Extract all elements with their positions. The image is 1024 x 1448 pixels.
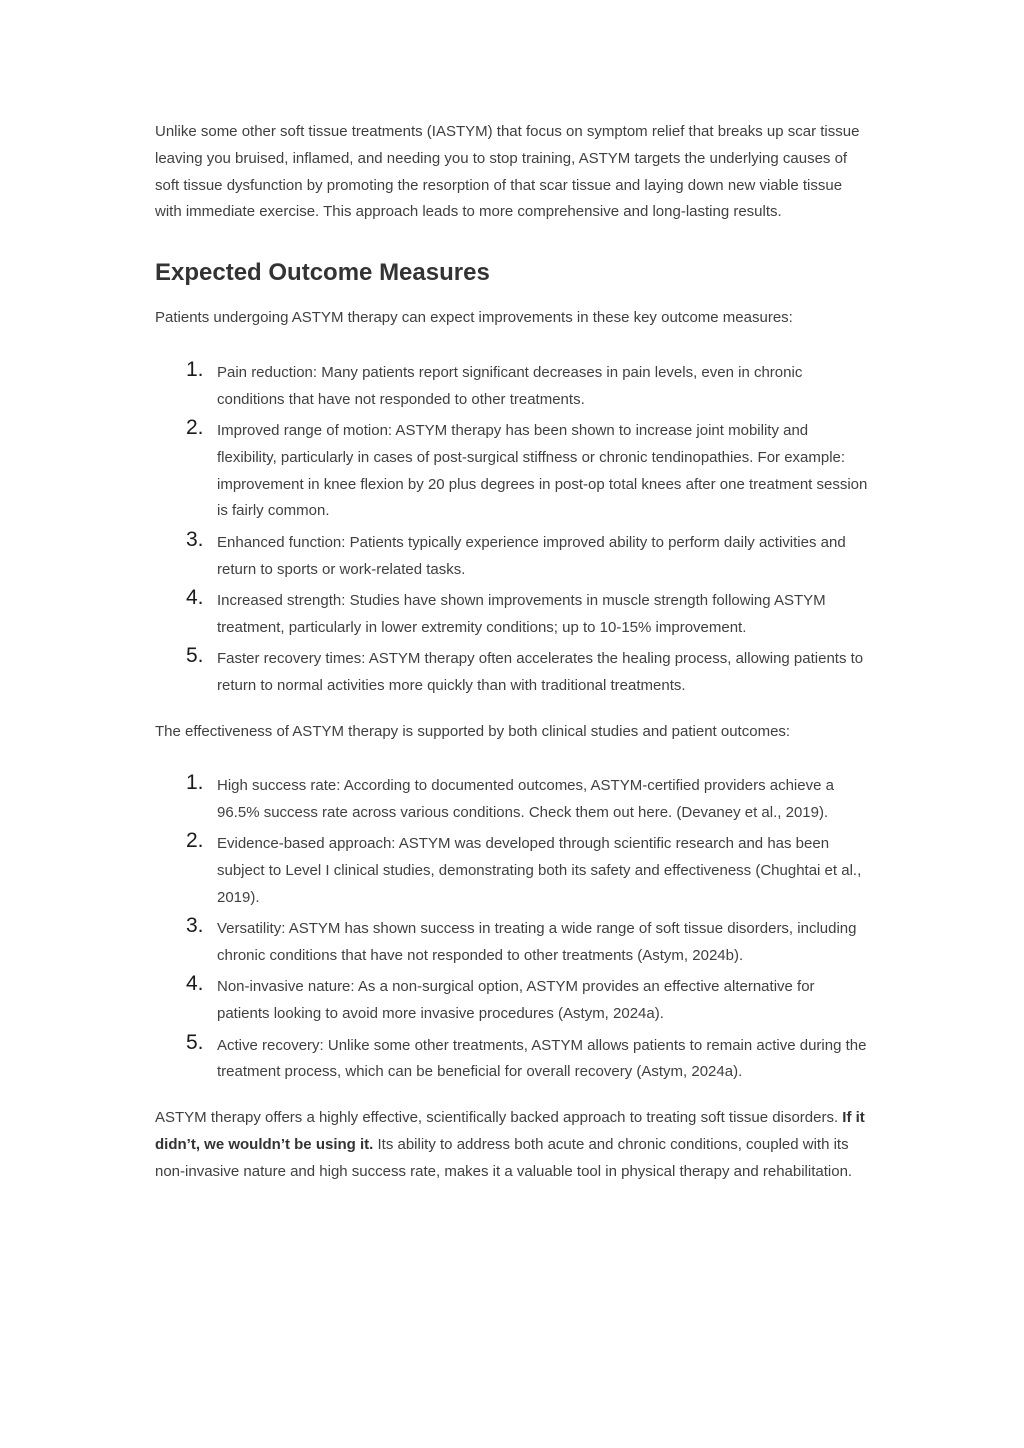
effectiveness-intro-paragraph: The effectiveness of ASTYM therapy is supported by both clinical studies and patient outcomes: <box>155 722 791 740</box>
list-item-text: Versatility: ASTYM has shown success in treating a wide range of soft tissue disorders, including chronic conditions that have not responded to other treatments (Astym, 2024b). <box>217 920 857 965</box>
list-number: 4. <box>186 585 204 609</box>
list-number: 5. <box>186 1030 204 1054</box>
list-item <box>155 831 870 911</box>
list-number: 2. <box>186 829 204 853</box>
list-item-text: Increased strength: Studies have shown improvements in muscle strength following ASTYM treatment, particularly in lower extremity conditions; up to 10-15% improvement. <box>217 591 826 636</box>
list-number: 4. <box>186 972 204 996</box>
list-item-text: Improved range of motion: ASTYM therapy has been shown to increase joint mobility and flexibility, particularly in cases of post-surgical stiffness or chronic tendinopathies. For example: improvement in knee flexion by 20 plus degrees in post-op total knees after one treatment session is fairly common. <box>217 422 868 520</box>
list-item <box>155 974 870 1028</box>
list-number: 1. <box>186 771 204 795</box>
list-number: 2. <box>186 416 204 440</box>
list-item-text: Faster recovery times: ASTYM therapy often accelerates the healing process, allowing patients to return to normal activities more quickly than with traditional treatments. <box>217 649 864 694</box>
list-item <box>155 527 870 584</box>
list-item <box>155 357 870 414</box>
effectiveness-list <box>155 773 870 1086</box>
list-item-text: High success rate: According to documented outcomes, ASTYM-certified providers achieve a 96.5% success rate across various conditions. Check them out here. (Devaney et al., 2019). <box>217 777 834 822</box>
list-item-text: Evidence-based approach: ASTYM was developed through scientific research and has been subject to Level I clinical studies, demonstrating both its safety and effectiveness (Chughtai et al., 2019). <box>217 835 862 907</box>
list-number: 3. <box>186 527 204 551</box>
section-heading: Expected Outcome Measures <box>155 259 490 287</box>
list-item-text: Pain reduction: Many patients report significant decreases in pain levels, even in chronic conditions that have not responded to other treatments. <box>217 363 803 408</box>
conclusion-text-end: Its ability to address both acute and chronic conditions, coupled with its non-invasive nature and high success rate, makes it a valuable tool in physical therapy and rehabilitation. <box>155 1135 853 1180</box>
list-item-text: Enhanced function: Patients typically experience improved ability to perform daily activities and return to sports or work-related tasks. <box>217 533 846 578</box>
list-item <box>155 585 870 642</box>
conclusion-text-start: ASTYM therapy offers a highly effective, scientifically backed approach to treating soft tissue disorders. <box>155 1109 843 1127</box>
outcomes-list <box>155 357 870 700</box>
list-number: 5. <box>186 643 204 667</box>
conclusion-paragraph <box>155 1105 870 1185</box>
list-item-text: Active recovery: Unlike some other treatments, ASTYM allows patients to remain active during the treatment process, which can be beneficial for overall recovery (Astym, 2024a). <box>217 1036 867 1081</box>
list-item <box>155 773 870 827</box>
list-item <box>155 418 870 525</box>
intro-paragraph: Unlike some other soft tissue treatments (IASTYM) that focus on symptom relief that breaks up scar tissue leaving you bruised, inflamed, and needing you to stop training, ASTYM targets the underlying causes of soft tissue dysfunction by promoting the resorption of that scar tissue and laying down new viable tissue with immediate exercise. This approach leads to more comprehensive and long-lasting results. <box>155 123 860 221</box>
list-number: 1. <box>186 357 204 381</box>
list-item <box>155 643 870 700</box>
list-item-text: Non-invasive nature: As a non-surgical option, ASTYM provides an effective alternative for patients looking to avoid more invasive procedures (Astym, 2024a). <box>217 978 815 1023</box>
outcomes-intro-paragraph: Patients undergoing ASTYM therapy can expect improvements in these key outcome measures: <box>155 309 793 327</box>
conclusion-bold-statement: If it didn’t, we wouldn’t be using it. <box>155 1109 865 1153</box>
document-page <box>155 119 870 1186</box>
list-item <box>155 1030 870 1087</box>
list-item <box>155 916 870 970</box>
list-number: 3. <box>186 914 204 938</box>
